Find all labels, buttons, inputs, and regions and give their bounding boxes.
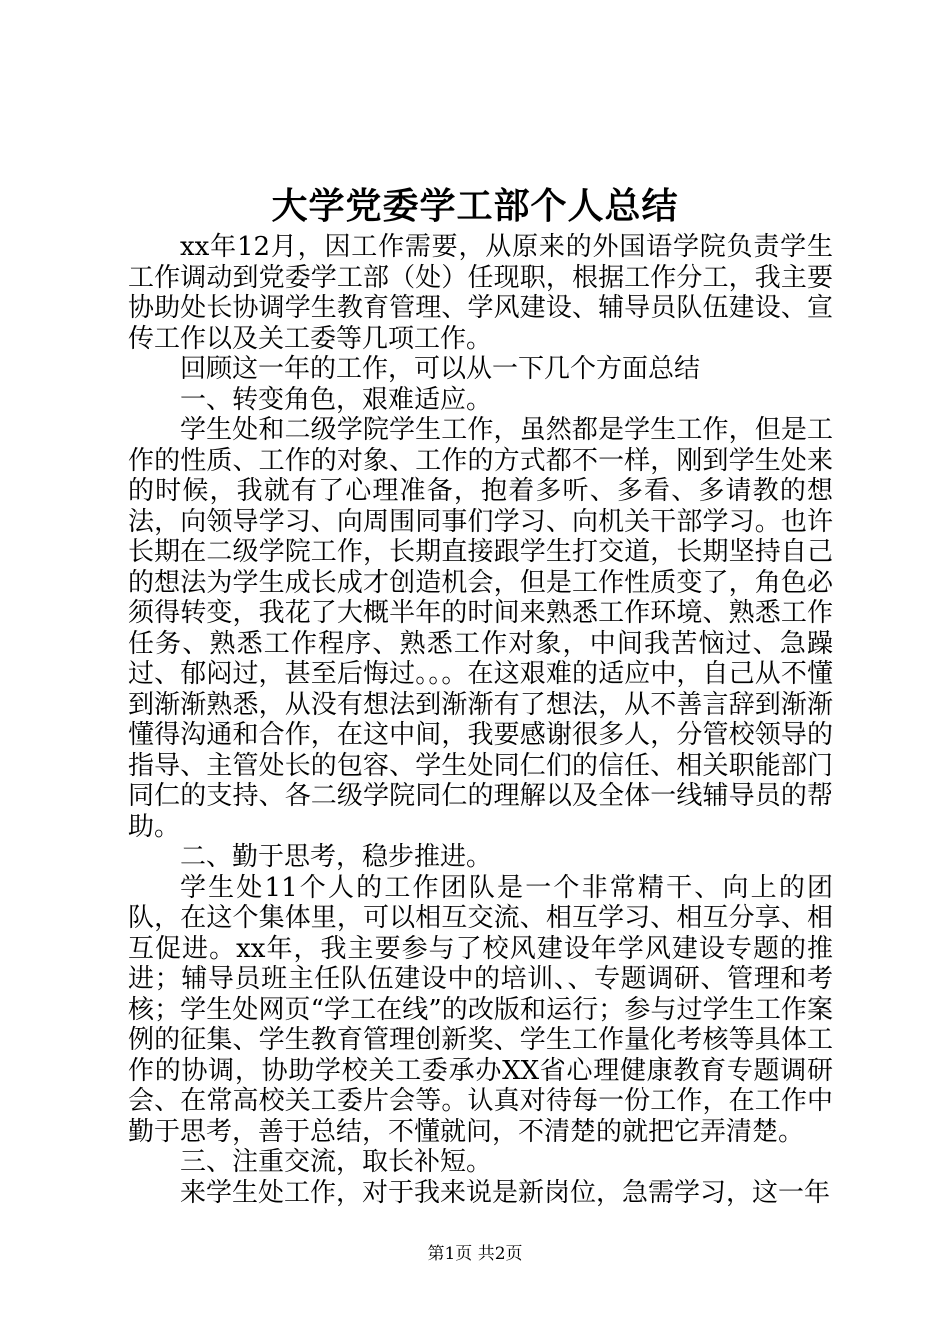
section-heading-3: 三、注重交流，取长补短。 xyxy=(180,1147,493,1177)
document-title: 大学党委学工部个人总结 xyxy=(271,185,679,227)
section-heading-2: 二、勤于思考，稳步推进。 xyxy=(180,842,493,872)
document-body xyxy=(128,232,833,1208)
paragraph-section-3: 来学生处工作，对于我来说是新岗位，急需学习，这一年 xyxy=(180,1177,831,1208)
paragraph-review: 回顾这一年的工作，可以从一下几个方面总结 xyxy=(180,354,701,384)
paragraph-section-1: 学生处和二级学院学生工作，虽然都是学生工作，但是工作的性质、工作的对象、工作的方式都不一样，刚到学生处来的时候，我就有了心理准备，抱着多听、多看、多请教的想法，向领导学习、向周围同事们学习、向机关干部学习。也许长期在二级学院工作，长期直接跟学生打交道，长期坚持自己的想法为学生成长成才创造机会，但是工作性质变了，角色必须得转变，我花了大概半年的时间来熟悉工作环境、熟悉工作任务、熟悉工作程序、熟悉工作对象，中间我苦恼过、急躁过、郁闷过，甚至后悔过。。。在这艰难的适应中，自己从不懂到渐渐熟悉，从没有想法到渐渐有了想法，从不善言辞到渐渐懂得沟通和合作，在这中间，我要感谢很多人，分管校领导的指导、主管处长的包容、学生处同仁们的信任、相关职能部门同仁的支持、各二级学院同仁的理解以及全体一线辅导员的帮助。 xyxy=(128,415,833,842)
paragraph-section-2: 学生处11个人的工作团队是一个非常精干、向上的团队，在这个集体里，可以相互交流、相互学习、相互分享、相互促进。xx年，我主要参与了校风建设年学风建设专题的推进；辅导员班主任队伍建设中的培训、、专题调研、管理和考核；学生处网页“学工在线”的改版和运行；参与过学生工作案例的征集、学生教育管理创新奖、学生工作量化考核等具体工作的协调，协助学校关工委承办XX省心理健康教育专题调研会、在常高校关工委片会等。认真对待每一份工作，在工作中勤于思考，善于总结，不懂就问，不清楚的就把它弄清楚。 xyxy=(128,872,833,1147)
section-heading-1: 一、转变角色，艰难适应。 xyxy=(180,384,493,415)
page-number-footer: 第1页 共2页 xyxy=(427,1244,523,1264)
paragraph-intro: xx年12月，因工作需要，从原来的外国语学院负责学生工作调动到党委学工部（处）任现职，根据工作分工，我主要协助处长协调学生教育管理、学风建设、辅导员队伍建设、宣传工作以及关工委等几项工作。 xyxy=(128,232,833,354)
